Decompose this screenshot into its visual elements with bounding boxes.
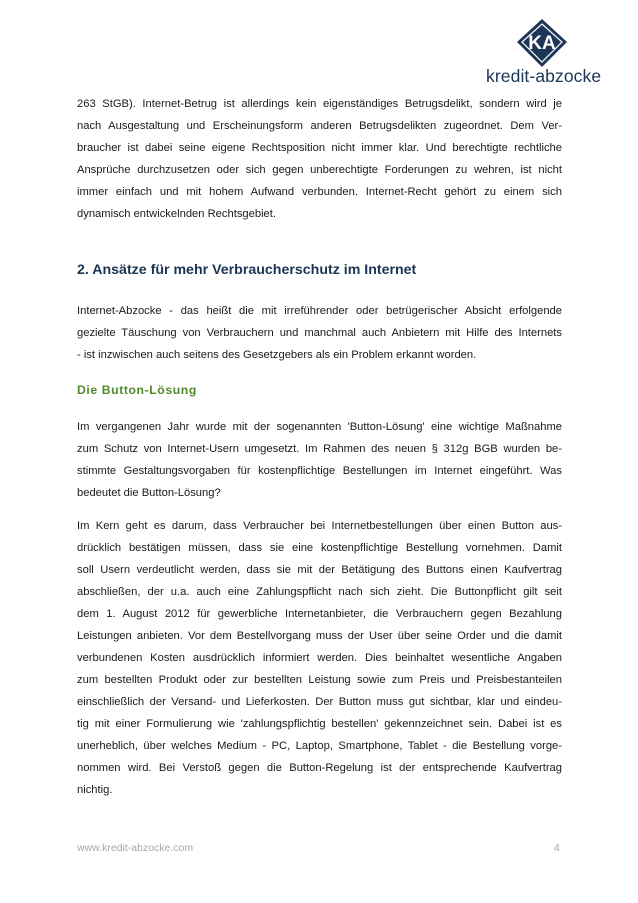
text-line: tig mit einer Formulierung wie 'zahlungspflichtig bestellen' gekennzeichnet sein. Dabei ist es [77, 718, 562, 730]
text-line: drücklich bestätigen müssen, dass sie eine kostenpflichtige Bestellung vornehmen. Damit [77, 542, 562, 554]
text-line: abschließen, der u.a. auch eine Zahlungspflicht nach sich zieht. Die Buttonpflicht gilt seit [77, 586, 562, 598]
text-line: braucher ist dabei seine eigene Rechtsposition nicht immer klar. Und berechtigte rechtliche [77, 142, 562, 154]
text-line: 263 StGB). Internet-Betrug ist allerdings kein eigenständiges Betrugsdelikt, sondern wird je [77, 98, 562, 110]
section-intro-paragraph [77, 300, 562, 366]
text-line: Leistungen anbieten. Vor dem Bestellvorgang muss der User über seine Order und die damit [77, 630, 562, 642]
text-line: unerheblich, über welches Medium - PC, Laptop, Smartphone, Tablet - die Bestellung vorge- [77, 740, 562, 752]
text-line: - ist inzwischen auch seitens des Gesetzgebers als ein Problem erkannt worden. [77, 349, 477, 361]
text-line: dem 1. August 2012 für gewerbliche Internetanbieter, die Verbrauchern gegen Bezahlung [77, 608, 562, 620]
text-line: dynamisch entwickelnden Rechtsgebiet. [77, 208, 276, 220]
text-line: stimmte Gestaltungsvorgaben für kostenpflichtige Bestellungen im Internet eingeführt. Was [77, 465, 562, 477]
paragraph-button-loesung-2 [77, 515, 562, 801]
section-heading: 2. Ansätze für mehr Verbraucherschutz im Internet [77, 262, 417, 278]
text-line: verbundenen Kosten ausdrücklich informiert werden. Dies beinhaltet wesentliche Angaben [77, 652, 562, 664]
text-line: bedeutet die Button-Lösung? [77, 487, 221, 499]
ka-logo-icon [516, 18, 568, 68]
page-number: 4 [554, 842, 560, 854]
text-line: Internet-Abzocke - das heißt die mit irreführender oder betrügerischer Absicht erfolgende [77, 305, 562, 317]
text-line: zum bestellten Produkt oder zur bestellten Leistung sowie zum Preis und Preisbestanteilen [77, 674, 562, 686]
footer-url-link[interactable]: www.kredit-abzocke.com [77, 842, 194, 854]
paragraph-button-loesung-1 [77, 416, 562, 504]
text-line: Im Kern geht es darum, dass Verbraucher bei Internetbestellungen über einen Button aus- [77, 520, 562, 532]
kredit-abzocke-logo[interactable] [486, 18, 626, 88]
text-line: soll Usern verdeutlicht werden, dass sie mit der Betätigung des Buttons einen Kaufvertrag [77, 564, 562, 576]
text-line: nommen wird. Bei Verstoß gegen die Button-Regelung ist der entsprechende Kaufvertrag [77, 762, 562, 774]
text-line: Ansprüche durchzusetzen oder sich gegen unberechtigte Forderungen zu wehren, ist nicht [77, 164, 562, 176]
text-line: einschließlich der Versand- und Lieferkosten. Der Button muss gut sichtbar, klar und eindeu- [77, 696, 562, 708]
text-line: nichtig. [77, 784, 113, 796]
logo-wordmark: kredit-abzocke [486, 66, 602, 86]
text-line: immer einfach und mit hohem Aufwand verbunden. Internet-Recht gehört zu einem sich [77, 186, 562, 198]
subheading: Die Button-Lösung [77, 383, 197, 397]
intro-paragraph [77, 93, 562, 225]
text-line: zum Schutz von Internet-Usern umgesetzt. Im Rahmen des neuen § 312g BGB wurden be- [77, 443, 562, 455]
text-line: nach Ausgestaltung und Erscheinungsform anderen Betrugsdelikten zugeordnet. Dem Ver- [77, 120, 562, 132]
logo-mark-text: KA [528, 33, 556, 54]
text-line: Im vergangenen Jahr wurde mit der sogenannten 'Button-Lösung' eine wichtige Maßnahme [77, 421, 562, 433]
text-line: gezielte Täuschung von Verbrauchern und manchmal auch Anbietern mit Hilfe des Internets [77, 327, 562, 339]
